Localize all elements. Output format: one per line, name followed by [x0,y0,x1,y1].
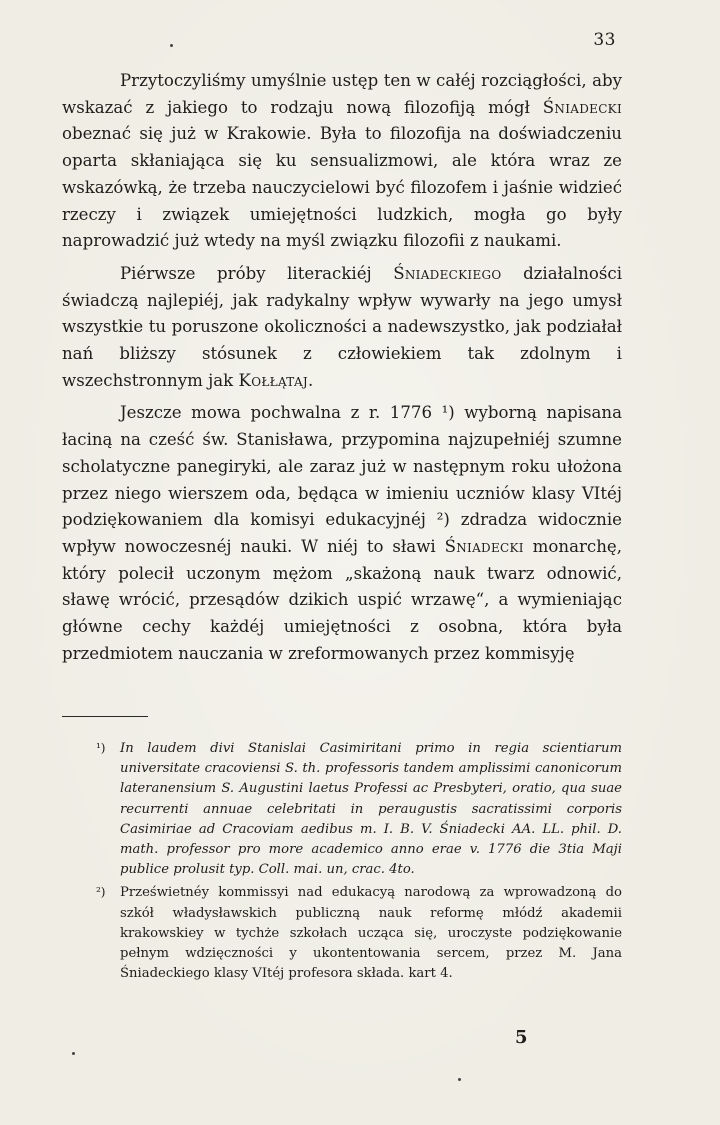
paragraph-2-text-c: . [308,370,314,390]
small-caps-name: Kołłątaj [238,370,309,390]
footnote-2 [96,882,622,984]
paragraph-2 [62,261,622,395]
paragraph-3 [62,400,622,667]
ink-speck [170,44,173,47]
paragraph-1 [62,68,622,255]
footnote-1 [96,738,622,880]
footnotes [96,738,622,986]
paragraph-1-text-a: Przytoczyliśmy umyślnie ustęp ten w całéj rozciągłości, aby wskazać z jakiego to rodzaju nową filozofiją mógł [62,71,622,117]
paragraph-3-text-a: Jeszcze mowa pochwalna z r. 1776 ¹) wyborną napisana łaciną na cześć św. Stanisława, przypomina najzupełniéj szumne scholatyczne panegiryki, ale zaraz już w następnym roku ułożona przez niego wierszem oda, będąca w imieniu uczniów klasy VItéj podziękowaniem dla komisyi edukacyjnéj ²) zdradza widocznie wpływ nowoczesnéj nauki. W niéj to sławi [62,403,622,556]
footnote-1-mark: ¹) [96,741,106,755]
printer-signature-mark: 5 [515,1027,528,1048]
footnote-separator-rule [62,716,148,717]
paragraph-2-text-a: Piérwsze próby literackiéj [120,263,394,283]
paragraph-3-text-b: monarchę, który polecił uczonym mężom „skażoną nauk twarz odnowić, sławę wrócić, przesądów dzikich uspić wrzawę“, a wymieniając główne cechy każdéj umiejętności z osobna, która była przedmiotem nauczania w zreformowanych przez kommisyję [62,536,622,663]
paragraph-1-text-b: obeznać się już w Krakowie. Była to filozofija na doświadczeniu oparta skłaniająca się ku sensualizmowi, ale która wraz ze wskazówką, że trzeba nauczycielowi być filozofem i jaśnie widzieć rzeczy i związek umiejętności ludzkich, mogła go były naprowadzić już wtedy na myśl związku filozofii z naukami. [62,124,622,251]
footnote-2-mark: ²) [96,885,106,900]
ink-speck [458,1078,461,1081]
ink-speck [72,1052,75,1055]
main-text [62,68,622,673]
small-caps-name: Śniadeckiego [393,263,502,283]
small-caps-name: Śniadecki [542,97,622,117]
page-number: 33 [593,30,616,50]
footnote-2-text: Prześwietnéy kommissyi nad edukacyą narodową za wprowadzoną do szkół władysławskich publiczną nauk reformę młódź akademii krakowskiey w tychże szkołach ucząca się, uroczyste podziękowanie pełnym wdzięczności y ukontentowania sercem, przez M. Jana Śniadeckiego klasy VItéj profesora składa. kart 4. [120,885,622,982]
paragraph-2-text-b: działalności świadczą najlepiéj, jak radykalny wpływ wywarły na jego umysł wszystkie tu poruszone okoliczności a nadewszystko, jak podziałał nań bliższy stósunek z człowiekiem tak zdolnym i wszechstronnym jak [62,263,623,390]
small-caps-name: Śniadecki [444,536,524,556]
footnote-1-text: In laudem divi Stanislai Casimiritani primo in regia scientiarum universitate cracoviensi S. th. professoris tandem amplissimi canonicorum lateranensium S. Augustini laetus Professi ac Presbyteri, oratio, qua suae recurrenti annuae celebritati in peraugustis sacratissimi corporis Casimiriae ad Cracoviam aedibus m. I. B. V. Śniadecki AA. LL. phil. D. math. professor pro more academico anno erae v. 1776 die 3tia Maji publice prolusit typ. Coll. mai. un, crac. 4to. [120,741,622,878]
